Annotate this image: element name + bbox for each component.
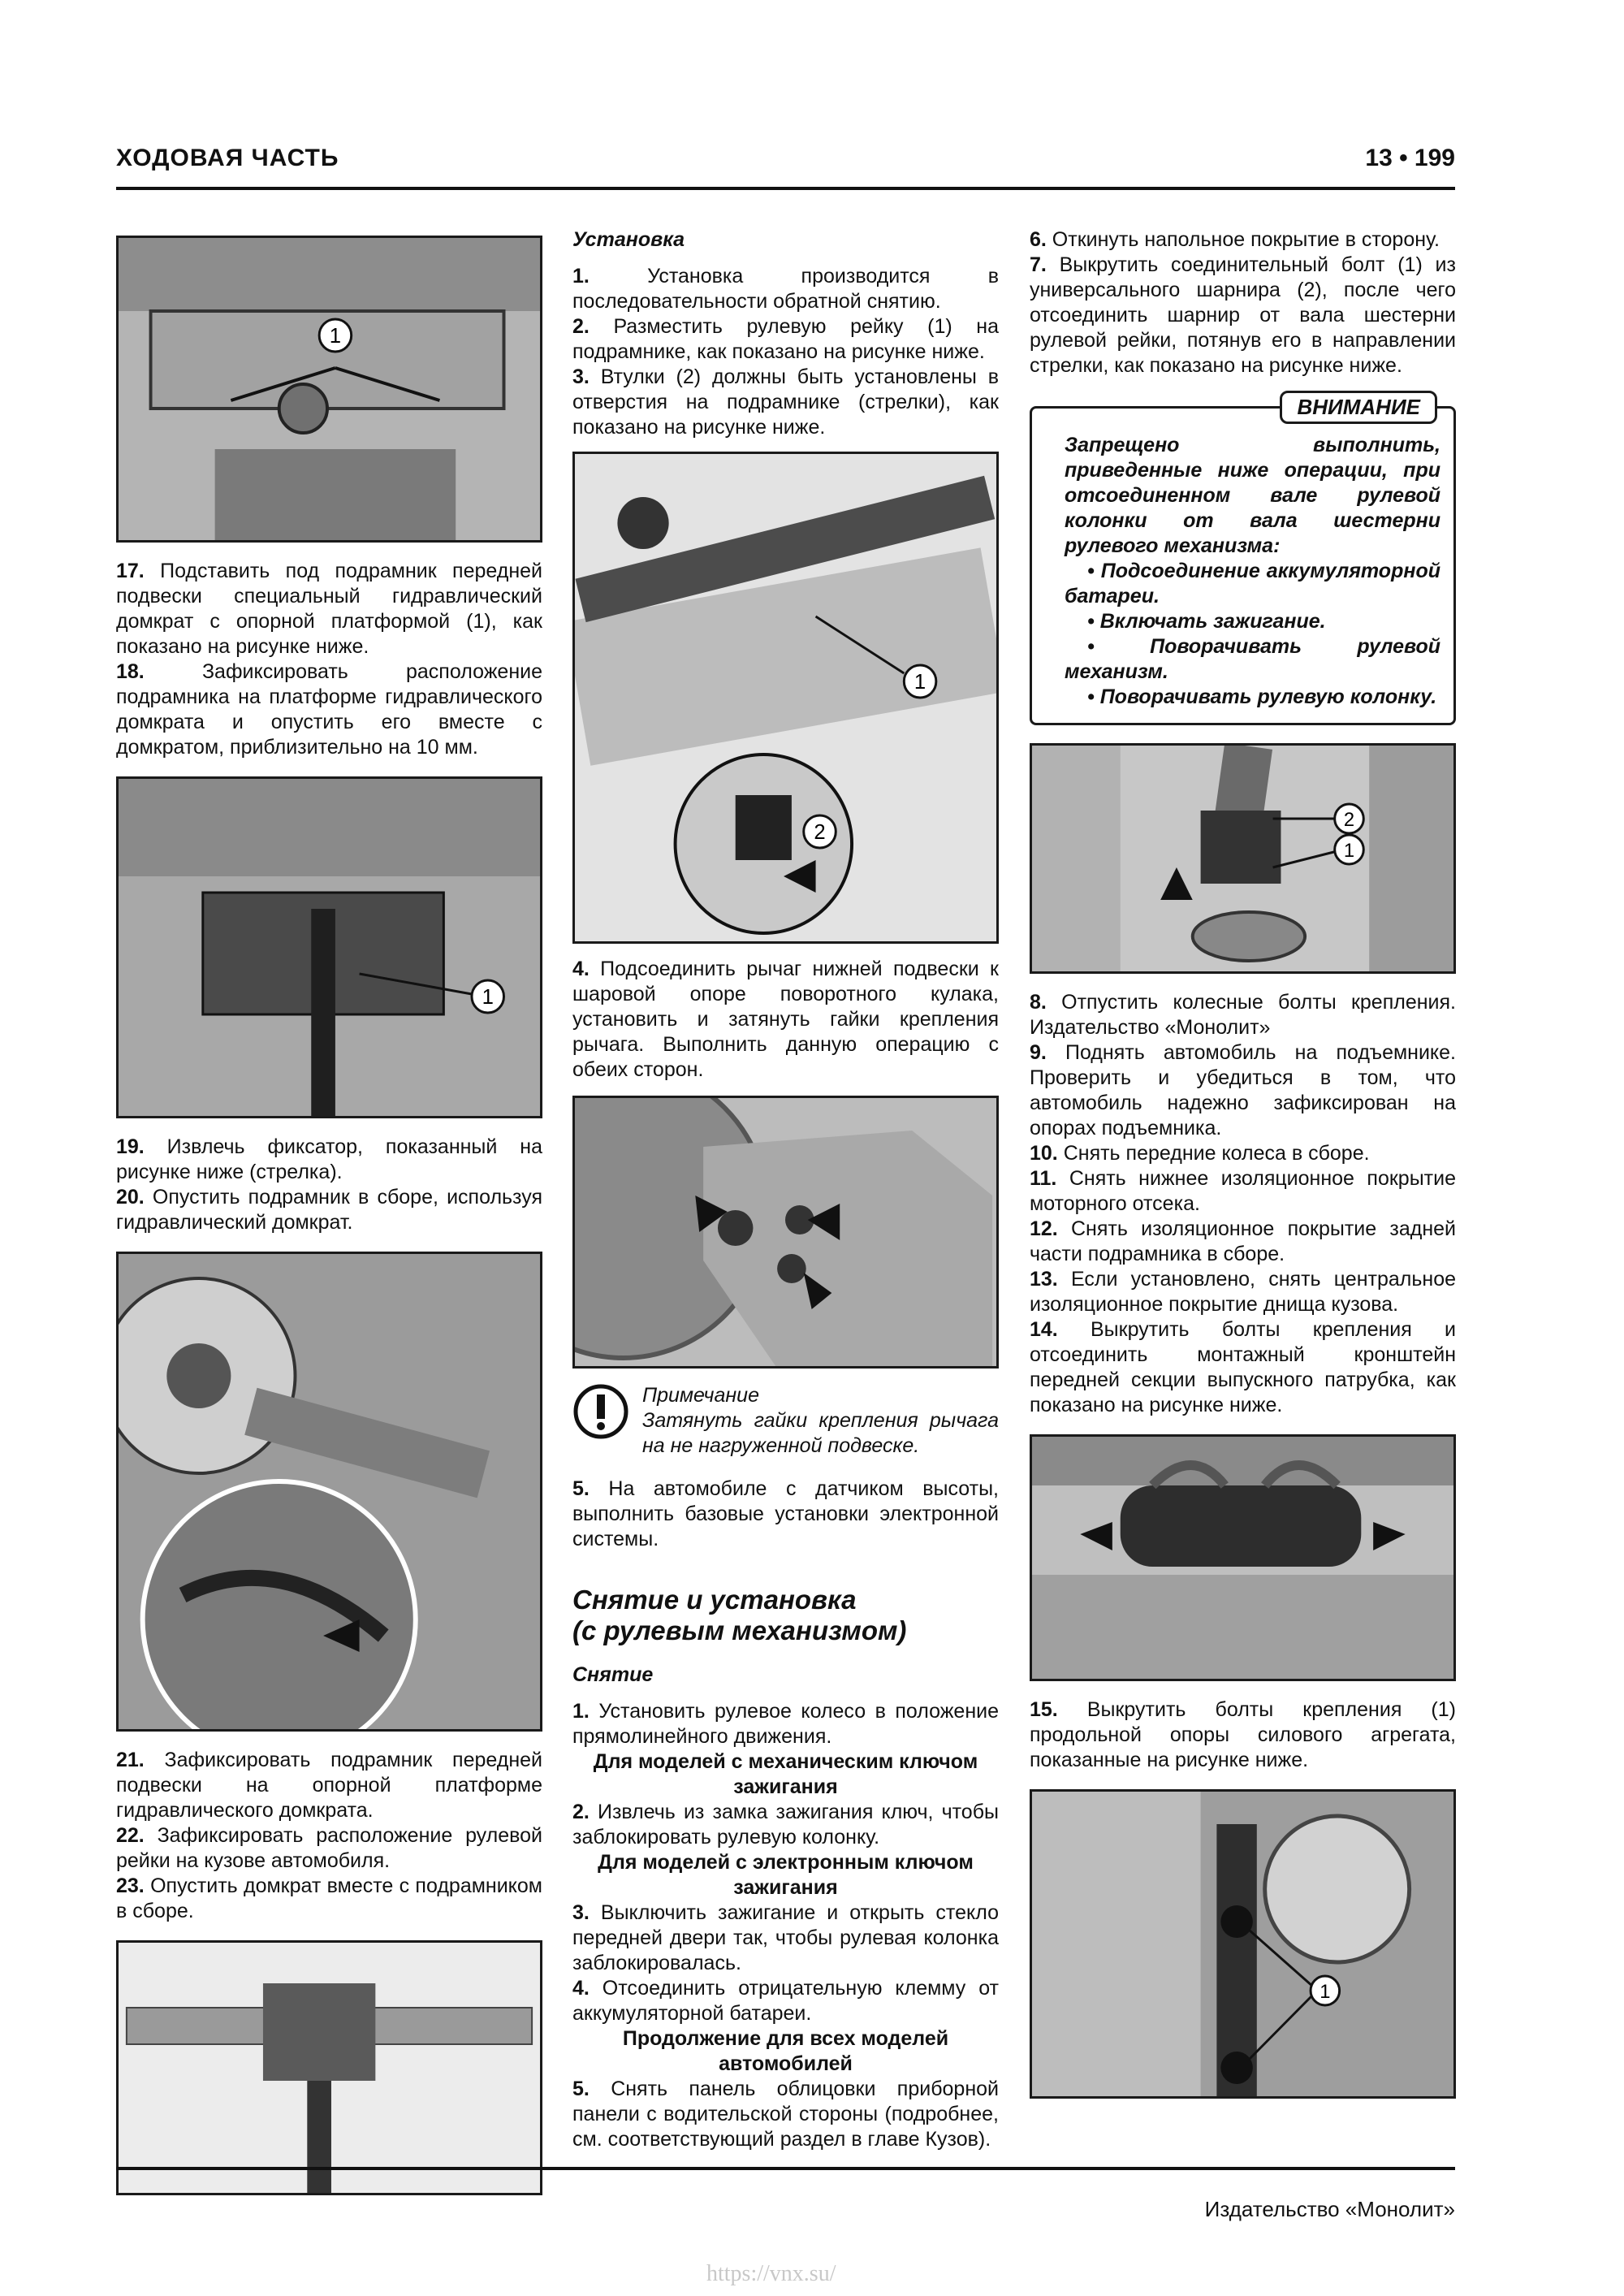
step-21: 21. Зафиксировать подрамник передней подвески на опорной платформе гидравлического домкрата. [116,1749,542,1822]
exclamation-icon [572,1383,629,1440]
warning-item: • Включать зажигание. [1087,610,1326,633]
warning-item: • Подсоединение аккумуляторной батареи. [1065,560,1440,608]
section-title: ХОДОВАЯ ЧАСТЬ [116,145,339,171]
figure-jack-platform [116,776,542,1118]
publisher-footer: Издательство «Монолит» [1204,2197,1455,2221]
warning-intro: Запрещено выполнить, приведенные ниже операции, при отсоединенном вале рулевой колонки от вала шестерни рулевого механизма: [1065,434,1440,557]
step-8: 8. Отпустить колесные болты крепления. Издательство «Монолит» [1030,991,1456,1039]
step-7: 7. Выкрутить соединительный болт (1) из универсального шарнира (2), после чего отсоединить шарнир от вала шестерни рулевой рейки, потянув его в направлении стрелки, как показано на рисунке ниже. [1030,253,1456,377]
header-divider [116,187,1455,190]
figure-lowered-subframe [116,1940,542,2195]
figure-engine-mount [1030,1789,1456,2099]
install-step-3: 3. Втулки (2) должны быть установлены в отверстия на подрамнике (стрелки), как показано на рисунке ниже. [572,365,999,439]
figure-jack-under-subframe [116,236,542,543]
warning-tag: ВНИМАНИЕ [1280,391,1437,424]
step-23: 23. Опустить домкрат вместе с подрамником в сборе. [116,1874,542,1922]
step-9: 9. Поднять автомобиль на подъемнике. Проверить и убедиться в том, что автомобиль надежно зафиксирован на опорах подъемника. [1030,1041,1456,1139]
callout-1: 1 [1320,1980,1331,2004]
note-block [572,1383,999,1459]
step-22: 22. Зафиксировать расположение рулевой рейки на кузове автомобиля. [116,1824,542,1872]
right-column [1030,227,1456,2099]
middle-column [572,227,999,2152]
left-column [116,236,542,2195]
step-12: 12. Снять изоляционное покрытие задней части подрамника в сборе. [1030,1217,1456,1265]
section-heading-line1: Снятие и установка [572,1585,857,1615]
install-step-4: 4. Подсоединить рычаг нижней подвески к шаровой опоре поворотного кулака, установить и затянуть гайки крепления рычага. Выполнить данную операцию с обеих сторон. [572,958,999,1081]
install-step-5: 5. На автомобиле с датчиком высоты, выполнить базовые установки электронной системы. [572,1477,999,1550]
step-11: 11. Снять нижнее изоляционное покрытие моторного отсека. [1030,1167,1456,1215]
note-title: Примечание [642,1384,759,1407]
figure-universal-joint [1030,743,1456,974]
step-19: 19. Извлечь фиксатор, показанный на рисунке ниже (стрелка). [116,1135,542,1183]
note-text: Затянуть гайки крепления рычага на не нагруженной подвеске. [642,1409,999,1457]
section-heading-line2: (с рулевым механизмом) [572,1615,907,1645]
all-models-heading: Продолжение для всех моделей автомобилей [622,2027,949,2075]
step-20: 20. Опустить подрамник в сборе, используя гидравлический домкрат. [116,1186,542,1234]
removal-step-4: 4. Отсоединить отрицательную клемму от аккумуляторной батареи. [572,1977,999,2025]
figure-lower-arm-nuts [572,1096,999,1369]
step-13: 13. Если установлено, снять центральное изоляционное покрытие днища кузова. [1030,1268,1456,1316]
figure-exhaust-bracket [1030,1434,1456,1681]
footer-divider [116,2167,1455,2170]
removal-heading: Снятие [572,1663,654,1686]
callout-1: 1 [482,985,494,1010]
callout-1: 1 [1343,839,1355,863]
figure-steering-rack [572,452,999,944]
install-heading: Установка [572,228,685,251]
install-step-2: 2. Разместить рулевую рейку (1) на подрамнике, как показано на рисунке ниже. [572,315,999,363]
removal-step-3: 3. Выключить зажигание и открыть стекло передней двери так, чтобы рулевая колонка заблокировалась. [572,1901,999,1974]
electronic-key-heading: Для моделей с электронным ключом зажигания [598,1851,974,1899]
warning-item: • Поворачивать рулевой механизм. [1065,635,1440,683]
step-17: 17. Подставить под подрамник передней подвески специальный гидравлический домкрат с опорной платформой (1), как показано на рисунке ниже. [116,560,542,658]
page-number: 13 • 199 [1365,145,1455,171]
figure-retainer-arrow [116,1252,542,1732]
install-step-1: 1. Установка производится в последовательности обратной снятию. [572,265,999,313]
callout-2: 2 [814,820,826,845]
removal-step-2: 2. Извлечь из замка зажигания ключ, чтобы заблокировать рулевую колонку. [572,1801,999,1848]
removal-step-5: 5. Снять панель облицовки приборной панели с водительской стороны (подробнее, см. соответствующий раздел в главе Кузов). [572,2078,999,2151]
mechanical-key-heading: Для моделей с механическим ключом зажигания [593,1750,978,1798]
warning-item: • Поворачивать рулевую колонку. [1087,685,1437,708]
step-14: 14. Выкрутить болты крепления и отсоединить монтажный кронштейн передней секции выпускного патрубка, как показано на рисунке ниже. [1030,1318,1456,1416]
callout-2: 2 [1343,808,1355,832]
callout-1: 1 [329,324,342,348]
step-15: 15. Выкрутить болты крепления (1) продольной опоры силового агрегата, показанные на рисунке ниже. [1030,1698,1456,1771]
step-10: 10. Снять передние колеса в сборе. [1030,1142,1370,1165]
callout-1: 1 [914,670,926,694]
step-18: 18. Зафиксировать расположение подрамника на платформе гидравлического домкрата и опустить его вместе с домкратом, приблизительно на 10 мм. [116,660,542,759]
watermark-url[interactable]: https://vnx.su/ [706,2261,836,2286]
warning-box [1030,395,1456,725]
removal-step-1: 1. Установить рулевое колесо в положение прямолинейного движения. [572,1700,999,1748]
step-6: 6. Откинуть напольное покрытие в сторону. [1030,228,1440,251]
